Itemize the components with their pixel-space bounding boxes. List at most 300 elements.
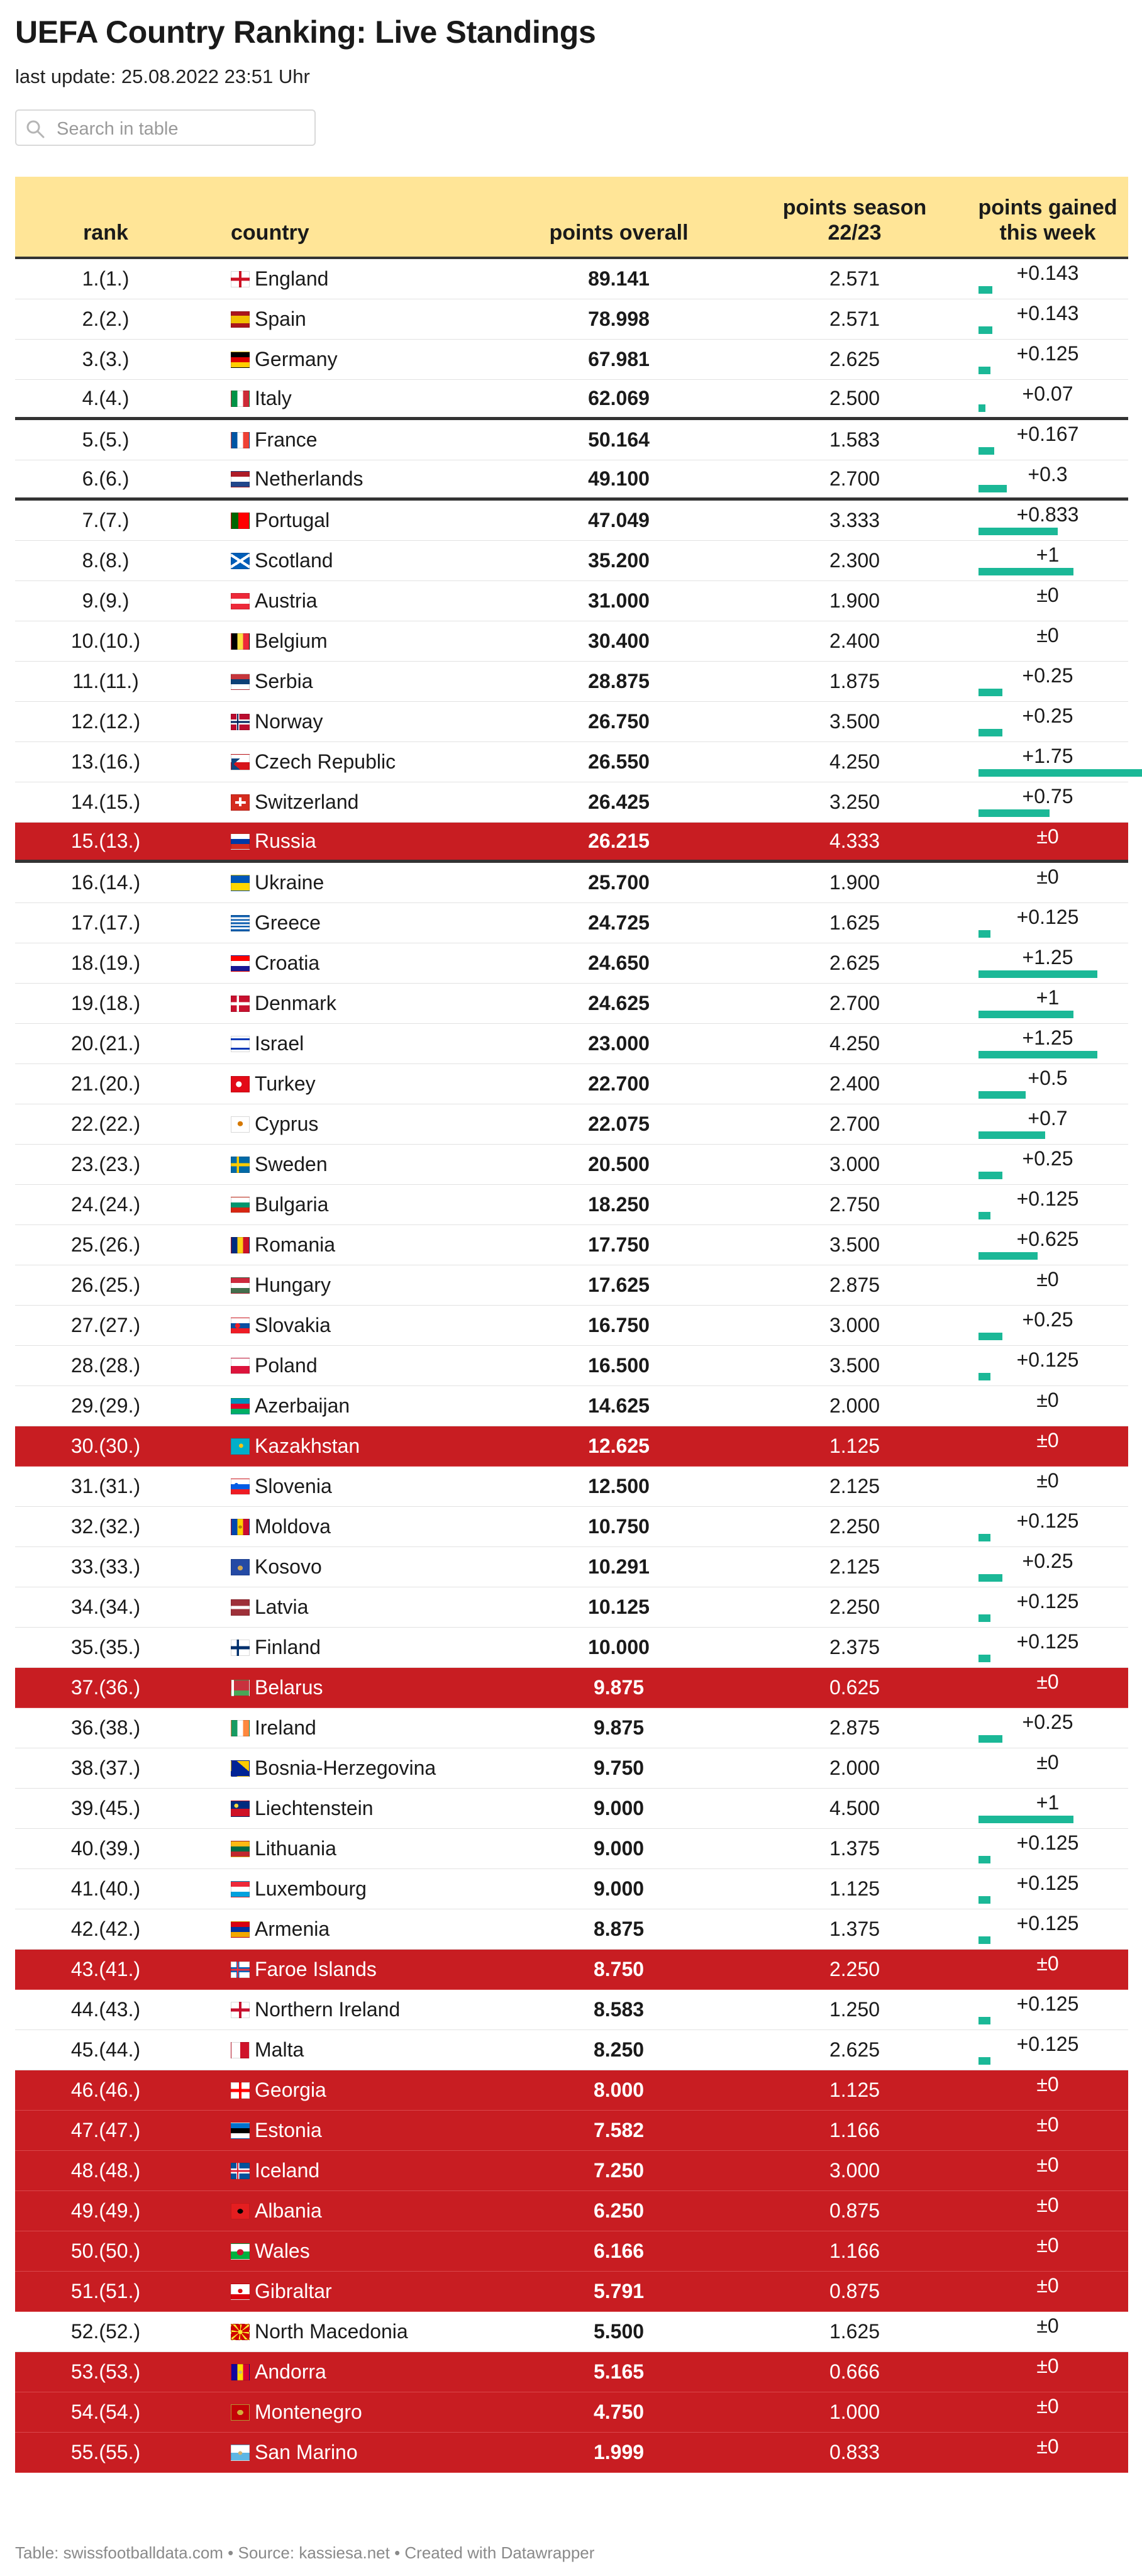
points-gained-bar [978, 689, 1002, 696]
points-overall-cell: 24.650 [588, 952, 650, 974]
points-overall-cell: 8.250 [593, 2038, 645, 2061]
points-gained-cell [967, 943, 1128, 983]
points-gained-bar [978, 447, 994, 455]
points-overall-cell: 8.000 [593, 2079, 645, 2101]
points-gained-value: +0.125 [1016, 1872, 1079, 1894]
table-row [15, 1708, 1128, 1748]
flag-icon [231, 1036, 250, 1052]
country-cell [231, 782, 495, 822]
country-name: Turkey [255, 1072, 316, 1095]
rank-cell: 36.(38.) [70, 1716, 141, 1739]
country-name: Denmark [255, 992, 336, 1014]
country-cell [231, 1467, 495, 1506]
country-name: Gibraltar [255, 2280, 332, 2302]
points-gained-value: ±0 [1036, 2234, 1059, 2257]
rank-cell: 41.(40.) [70, 1877, 141, 1900]
points-overall-cell: 24.625 [588, 992, 650, 1014]
table-row [15, 1789, 1128, 1829]
points-gained-bar [978, 1373, 990, 1380]
points-gained-cell [967, 702, 1128, 741]
points-gained-bar [978, 1011, 1073, 1018]
points-season-cell: 3.000 [829, 1314, 880, 1336]
points-overall-cell: 47.049 [588, 509, 650, 531]
points-gained-bar [978, 1252, 1038, 1260]
country-name: Norway [255, 710, 323, 733]
points-gained-cell [967, 2151, 1128, 2190]
search-input[interactable] [55, 116, 309, 142]
points-overall-cell: 23.000 [588, 1032, 650, 1055]
flag-icon [231, 1599, 250, 1616]
rank-cell: 38.(37.) [70, 1757, 141, 1779]
points-gained-cell [967, 863, 1128, 902]
table-row [15, 1346, 1128, 1386]
country-cell [231, 702, 495, 741]
country-name: Armenia [255, 1918, 330, 1940]
points-season-cell: 2.625 [829, 2038, 880, 2061]
points-season-cell: 3.500 [829, 1354, 880, 1377]
points-season-cell: 0.625 [829, 1676, 880, 1699]
points-season-cell: 3.500 [829, 1233, 880, 1256]
points-season-cell: 4.250 [829, 1032, 880, 1055]
points-season-cell: 1.125 [829, 2079, 880, 2101]
points-overall-cell: 4.750 [593, 2401, 645, 2423]
points-gained-bar [978, 1051, 1097, 1058]
points-overall-cell: 28.875 [588, 670, 650, 692]
rank-cell: 8.(8.) [82, 549, 130, 572]
table-row [15, 1064, 1128, 1104]
rank-cell: 40.(39.) [70, 1837, 141, 1860]
points-gained-cell [967, 1064, 1128, 1104]
rank-cell: 44.(43.) [70, 1998, 141, 2021]
rank-cell: 25.(26.) [70, 1233, 141, 1256]
country-cell [231, 501, 495, 540]
points-gained-bar [978, 1614, 990, 1622]
country-cell [231, 1748, 495, 1788]
points-gained-value: ±0 [1036, 2194, 1059, 2216]
country-cell [231, 1386, 495, 1426]
table-row [15, 420, 1128, 460]
points-overall-cell: 31.000 [588, 589, 650, 612]
points-gained-cell [967, 501, 1128, 540]
table-row [15, 2352, 1128, 2392]
country-name: Albania [255, 2199, 322, 2222]
points-gained-value: +0.143 [1016, 262, 1079, 284]
points-gained-value: +0.167 [1016, 423, 1079, 445]
points-season-cell: 2.125 [829, 1475, 880, 1497]
points-gained-value: +0.125 [1016, 1912, 1079, 1935]
points-gained-value: ±0 [1036, 1469, 1059, 1492]
country-cell [231, 863, 495, 902]
country-name: Greece [255, 911, 321, 934]
rank-cell: 27.(27.) [70, 1314, 141, 1336]
points-gained-cell [967, 1185, 1128, 1224]
points-season-cell: 2.625 [829, 952, 880, 974]
points-overall-cell: 8.875 [593, 1918, 645, 1940]
points-gained-bar [978, 729, 1002, 736]
flag-icon [231, 2284, 250, 2300]
country-cell [231, 1668, 495, 1707]
points-gained-cell [967, 2030, 1128, 2070]
points-season-cell: 2.700 [829, 992, 880, 1014]
flag-icon [231, 271, 250, 287]
rank-cell: 43.(41.) [70, 1958, 141, 1980]
column-header-points-gained[interactable]: points gained this week [978, 196, 1117, 245]
country-name: Poland [255, 1354, 318, 1377]
points-gained-value: +0.25 [1022, 1550, 1073, 1572]
table-row [15, 2392, 1128, 2433]
points-gained-cell [967, 1587, 1128, 1627]
table-row [15, 782, 1128, 823]
points-season-cell: 1.900 [829, 589, 880, 612]
country-cell [231, 1829, 495, 1868]
table-row [15, 2191, 1128, 2231]
table-row [15, 863, 1128, 903]
rank-cell: 19.(18.) [70, 992, 141, 1014]
points-overall-cell: 10.125 [588, 1596, 650, 1618]
points-gained-cell [967, 782, 1128, 822]
last-update-text: last update: 25.08.2022 23:51 Uhr [15, 65, 310, 87]
flag-icon [231, 1519, 250, 1535]
country-name: Israel [255, 1032, 304, 1055]
country-name: Bulgaria [255, 1193, 329, 1216]
points-overall-cell: 6.166 [593, 2240, 645, 2262]
country-name: Belarus [255, 1676, 323, 1699]
country-name: Serbia [255, 670, 313, 692]
points-season-cell: 1.250 [829, 1998, 880, 2021]
points-gained-value: +1 [1036, 543, 1060, 566]
flag-icon [231, 674, 250, 690]
country-cell [231, 2030, 495, 2070]
rank-cell: 48.(48.) [70, 2159, 141, 2182]
country-name: Scotland [255, 549, 333, 572]
country-name: Latvia [255, 1596, 309, 1618]
points-gained-cell [967, 1748, 1128, 1788]
table-row [15, 259, 1128, 299]
points-overall-cell: 26.215 [588, 830, 650, 852]
country-name: Georgia [255, 2079, 326, 2101]
flag-icon [231, 1479, 250, 1495]
flag-icon [231, 1076, 250, 1092]
points-gained-bar [978, 485, 1007, 492]
column-header-points-season[interactable]: points season 22/23 [782, 196, 927, 245]
points-gained-value: +0.125 [1016, 1348, 1079, 1371]
country-name: Iceland [255, 2159, 320, 2182]
rank-cell: 54.(54.) [70, 2401, 141, 2423]
points-overall-cell: 8.750 [593, 1958, 645, 1980]
table-row [15, 1145, 1128, 1185]
search-icon [25, 119, 45, 139]
flag-icon [231, 2324, 250, 2340]
country-cell [231, 1628, 495, 1667]
flag-icon [231, 2445, 250, 2461]
points-gained-value: +0.833 [1016, 503, 1079, 526]
points-gained-cell [967, 1829, 1128, 1868]
points-gained-cell [967, 2070, 1128, 2110]
points-gained-value: +0.125 [1016, 1630, 1079, 1653]
points-gained-value: +0.75 [1022, 785, 1073, 808]
country-cell [231, 2111, 495, 2150]
country-name: Netherlands [255, 467, 363, 490]
points-gained-cell [967, 1708, 1128, 1748]
points-season-cell: 2.750 [829, 1193, 880, 1216]
points-season-cell: 2.875 [829, 1716, 880, 1739]
points-gained-bar [978, 1655, 990, 1662]
country-cell [231, 2151, 495, 2190]
table-row [15, 1748, 1128, 1789]
points-gained-bar [978, 1856, 990, 1863]
points-season-cell: 1.125 [829, 1435, 880, 1457]
country-cell [231, 1950, 495, 1989]
points-season-cell: 1.375 [829, 1918, 880, 1940]
points-gained-bar [978, 568, 1073, 575]
country-cell [231, 823, 495, 860]
country-name: Belgium [255, 630, 328, 652]
points-gained-cell [967, 1426, 1128, 1466]
rank-cell: 31.(31.) [70, 1475, 141, 1497]
country-name: Luxembourg [255, 1877, 367, 1900]
points-season-cell: 1.900 [829, 871, 880, 894]
points-season-cell: 0.833 [829, 2441, 880, 2463]
flag-icon [231, 471, 250, 487]
rank-cell: 14.(15.) [70, 791, 141, 813]
points-gained-value: ±0 [1036, 1268, 1059, 1291]
points-overall-cell: 12.625 [588, 1435, 650, 1457]
points-season-cell: 3.333 [829, 509, 880, 531]
points-overall-cell: 25.700 [588, 871, 650, 894]
points-season-cell: 1.625 [829, 911, 880, 934]
points-season-cell: 3.500 [829, 710, 880, 733]
country-cell [231, 984, 495, 1023]
table-row [15, 2312, 1128, 2352]
points-season-cell: 4.333 [829, 830, 880, 852]
flag-icon [231, 794, 250, 811]
points-season-cell: 2.300 [829, 549, 880, 572]
points-overall-cell: 67.981 [588, 348, 650, 370]
points-season-cell: 4.500 [829, 1797, 880, 1819]
points-gained-cell [967, 581, 1128, 621]
points-overall-cell: 8.583 [593, 1998, 645, 2021]
country-cell [231, 380, 495, 417]
points-gained-bar [978, 1735, 1002, 1743]
points-gained-cell [967, 2352, 1128, 2392]
flag-icon [231, 1398, 250, 1414]
table-row [15, 742, 1128, 782]
flag-icon [231, 955, 250, 972]
rank-cell: 47.(47.) [70, 2119, 141, 2141]
points-overall-cell: 22.075 [588, 1113, 650, 1135]
points-gained-cell [967, 2231, 1128, 2271]
column-header-points-overall[interactable]: points overall [549, 221, 689, 245]
rank-cell: 42.(42.) [70, 1918, 141, 1940]
points-gained-value: +0.25 [1022, 704, 1073, 727]
rank-cell: 33.(33.) [70, 1555, 141, 1578]
points-overall-cell: 5.165 [593, 2360, 645, 2383]
points-overall-cell: 7.582 [593, 2119, 645, 2141]
country-name: France [255, 428, 318, 451]
flag-icon [231, 553, 250, 569]
table-row [15, 1547, 1128, 1587]
points-gained-bar [978, 930, 990, 938]
points-gained-bar [978, 970, 1097, 978]
points-overall-cell: 5.500 [593, 2320, 645, 2343]
points-overall-cell: 12.500 [588, 1475, 650, 1497]
table-row [15, 1306, 1128, 1346]
country-cell [231, 943, 495, 983]
points-gained-bar [978, 1896, 990, 1904]
table-row [15, 621, 1128, 662]
flag-icon [231, 2163, 250, 2179]
points-gained-cell [967, 380, 1128, 417]
points-gained-value: +0.07 [1022, 382, 1073, 405]
points-gained-value: ±0 [1036, 584, 1059, 606]
points-gained-value: ±0 [1036, 2314, 1059, 2337]
country-cell [231, 621, 495, 661]
table-row [15, 1386, 1128, 1426]
points-season-cell: 1.375 [829, 1837, 880, 1860]
flag-icon [231, 1277, 250, 1294]
country-name: Romania [255, 1233, 336, 1256]
points-gained-value: +0.25 [1022, 1147, 1073, 1170]
country-name: Wales [255, 2240, 310, 2262]
points-gained-value: ±0 [1036, 2274, 1059, 2297]
table-row [15, 1909, 1128, 1950]
points-gained-bar [978, 367, 990, 374]
flag-icon [231, 2082, 250, 2099]
points-gained-value: +0.625 [1016, 1228, 1079, 1250]
country-cell [231, 2272, 495, 2311]
points-gained-value: +0.125 [1016, 2033, 1079, 2055]
rank-cell: 10.(10.) [70, 630, 141, 652]
points-gained-cell [967, 823, 1128, 860]
country-name: Montenegro [255, 2401, 362, 2423]
points-overall-cell: 14.625 [588, 1394, 650, 1417]
points-gained-cell [967, 420, 1128, 460]
points-season-cell: 2.400 [829, 630, 880, 652]
page-title: UEFA Country Ranking: Live Standings [15, 14, 596, 50]
flag-icon [231, 1801, 250, 1817]
points-gained-bar [978, 1172, 1002, 1179]
points-season-cell: 1.583 [829, 428, 880, 451]
points-gained-value: ±0 [1036, 2153, 1059, 2176]
rank-cell: 23.(23.) [70, 1153, 141, 1175]
points-gained-cell [967, 2191, 1128, 2231]
column-header-country[interactable]: country [231, 221, 309, 245]
flag-icon [231, 1841, 250, 1857]
flag-icon [231, 1237, 250, 1253]
rank-cell: 9.(9.) [82, 589, 130, 612]
points-gained-cell [967, 2272, 1128, 2311]
flag-icon [231, 2243, 250, 2260]
flag-icon [231, 633, 250, 650]
country-name: Lithuania [255, 1837, 336, 1860]
ranking-table [15, 177, 1128, 2473]
flag-icon [231, 1962, 250, 1978]
country-name: Ukraine [255, 871, 324, 894]
points-season-cell: 1.166 [829, 2119, 880, 2141]
country-cell [231, 742, 495, 782]
table-row [15, 1628, 1128, 1668]
points-gained-cell [967, 2433, 1128, 2472]
points-season-cell: 0.666 [829, 2360, 880, 2383]
footer-credits: Table: swissfootballdata.com • Source: kassiesa.net • Created with Datawrapper [15, 2543, 595, 2562]
points-gained-value: +1.25 [1022, 1026, 1073, 1049]
table-row [15, 340, 1128, 380]
country-name: Cyprus [255, 1113, 319, 1135]
rank-cell: 49.(49.) [70, 2199, 141, 2222]
points-gained-cell [967, 662, 1128, 701]
country-cell [231, 299, 495, 339]
rank-cell: 46.(46.) [70, 2079, 141, 2101]
points-overall-cell: 10.291 [588, 1555, 650, 1578]
points-overall-cell: 16.500 [588, 1354, 650, 1377]
country-name: Italy [255, 387, 292, 409]
country-cell [231, 1990, 495, 2029]
points-season-cell: 1.166 [829, 2240, 880, 2262]
country-name: San Marino [255, 2441, 358, 2463]
points-gained-bar [978, 1091, 1026, 1099]
rank-cell: 11.(11.) [72, 670, 139, 692]
table-row [15, 501, 1128, 541]
table-row [15, 380, 1128, 420]
points-gained-value: ±0 [1036, 1670, 1059, 1693]
country-name: Moldova [255, 1515, 331, 1538]
points-gained-value: +0.143 [1016, 302, 1079, 325]
rank-cell: 12.(12.) [70, 710, 141, 733]
points-gained-bar [978, 1816, 1073, 1823]
table-row [15, 581, 1128, 621]
flag-icon [231, 1921, 250, 1938]
country-name: Estonia [255, 2119, 322, 2141]
points-gained-cell [967, 1306, 1128, 1345]
points-gained-cell [967, 984, 1128, 1023]
flag-icon [231, 1318, 250, 1334]
points-gained-value: ±0 [1036, 1952, 1059, 1975]
points-season-cell: 2.500 [829, 387, 880, 409]
rank-cell: 39.(45.) [70, 1797, 141, 1819]
country-cell [231, 2433, 495, 2472]
country-cell [231, 259, 495, 299]
country-name: Andorra [255, 2360, 326, 2383]
search-box[interactable] [15, 109, 316, 146]
rank-cell: 53.(53.) [70, 2360, 141, 2383]
table-row [15, 2111, 1128, 2151]
country-name: Czech Republic [255, 750, 396, 773]
points-gained-cell [967, 1386, 1128, 1426]
points-overall-cell: 9.000 [593, 1837, 645, 1860]
points-gained-cell [967, 1346, 1128, 1385]
flag-icon [231, 1358, 250, 1374]
country-name: Malta [255, 2038, 304, 2061]
table-row [15, 823, 1128, 863]
points-season-cell: 3.000 [829, 2159, 880, 2182]
country-name: North Macedonia [255, 2320, 408, 2343]
country-cell [231, 662, 495, 701]
flag-icon [231, 2123, 250, 2139]
points-overall-cell: 89.141 [588, 267, 650, 290]
flag-icon [231, 432, 250, 448]
points-gained-cell [967, 1668, 1128, 1707]
points-season-cell: 2.125 [829, 1555, 880, 1578]
column-header-rank[interactable]: rank [83, 221, 128, 245]
rank-cell: 52.(52.) [70, 2320, 141, 2343]
points-overall-cell: 22.700 [588, 1072, 650, 1095]
rank-cell: 3.(3.) [82, 348, 130, 370]
points-gained-value: ±0 [1036, 1389, 1059, 1411]
table-header [15, 177, 1128, 259]
points-overall-cell: 16.750 [588, 1314, 650, 1336]
points-gained-cell [967, 259, 1128, 299]
flag-icon [231, 2404, 250, 2421]
